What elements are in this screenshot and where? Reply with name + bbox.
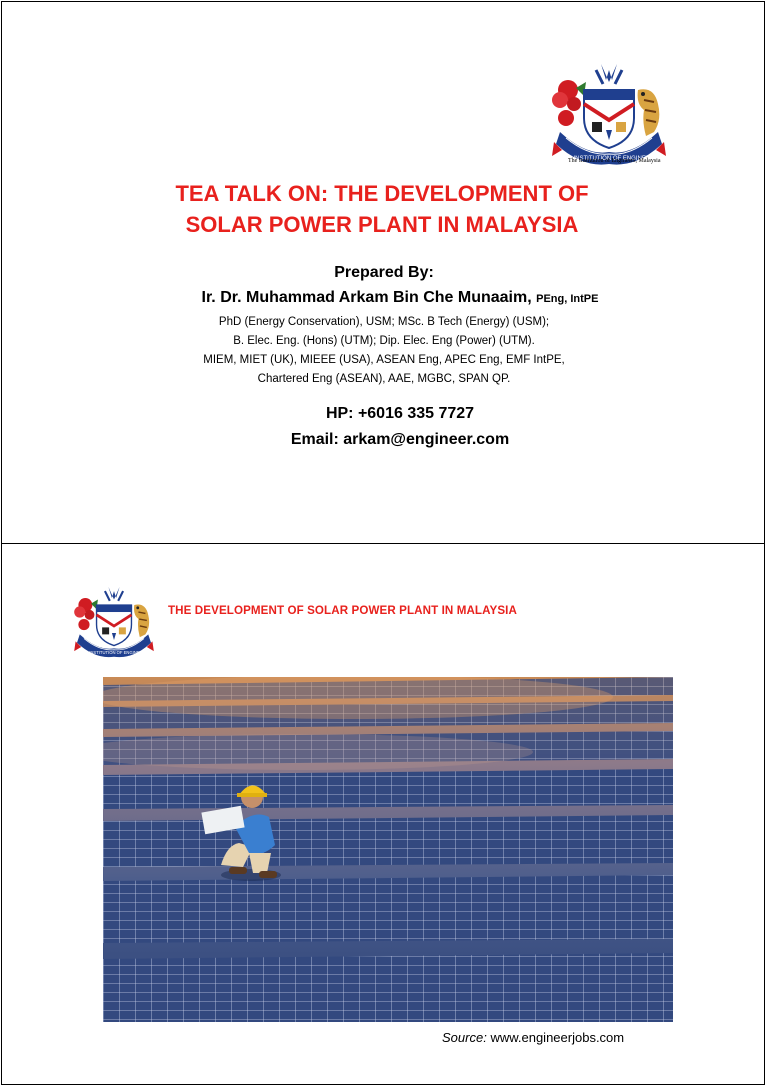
solar-panel-photo (103, 677, 673, 1022)
author-name: Ir. Dr. Muhammad Arkam Bin Che Munaaim, (201, 289, 532, 306)
prepared-by-label: Prepared By: (334, 264, 434, 281)
crest-icon (70, 584, 158, 661)
slide-title (142, 178, 622, 240)
phone-number: HP: +6016 335 7727 (325, 405, 475, 422)
source-label: Source: (442, 1030, 487, 1045)
institution-crest-logo-small (70, 584, 158, 661)
photo-slide (1, 543, 765, 1085)
qualification-line: Chartered Eng (ASEAN), AAE, MGBC, SPAN QP. (257, 373, 511, 385)
institution-crest-logo (546, 60, 672, 170)
qualification-line: MIEM, MIET (UK), MIEEE (USA), ASEAN Eng, APEC Eng, EMF IntPE, (203, 354, 565, 366)
logo-caption: The Institution of Engineers, Malaysia (568, 158, 661, 164)
title-line-1: TEA TALK ON: THE DEVELOPMENT OF (175, 181, 589, 206)
title-slide (1, 1, 765, 544)
qualification-line: B. Elec. Eng. (Hons) (UTM); Dip. Elec. Eng (Power) (UTM). (233, 335, 535, 347)
source-link[interactable]: www.engineerjobs.com (490, 1030, 625, 1045)
email-address: Email: arkam@engineer.com (290, 431, 510, 448)
qualification-line: PhD (Energy Conservation), USM; MSc. B Tech (Energy) (USM); (218, 316, 550, 328)
author-suffix: PEng, IntPE (536, 293, 599, 305)
crest-icon (546, 60, 672, 170)
qualifications-block (2, 313, 765, 389)
slide-title: THE DEVELOPMENT OF SOLAR POWER PLANT IN MALAYSIA (168, 604, 517, 617)
photo-source-caption (442, 1030, 624, 1045)
author-line (2, 289, 765, 307)
title-line-2: SOLAR POWER PLANT IN MALAYSIA (185, 212, 579, 237)
